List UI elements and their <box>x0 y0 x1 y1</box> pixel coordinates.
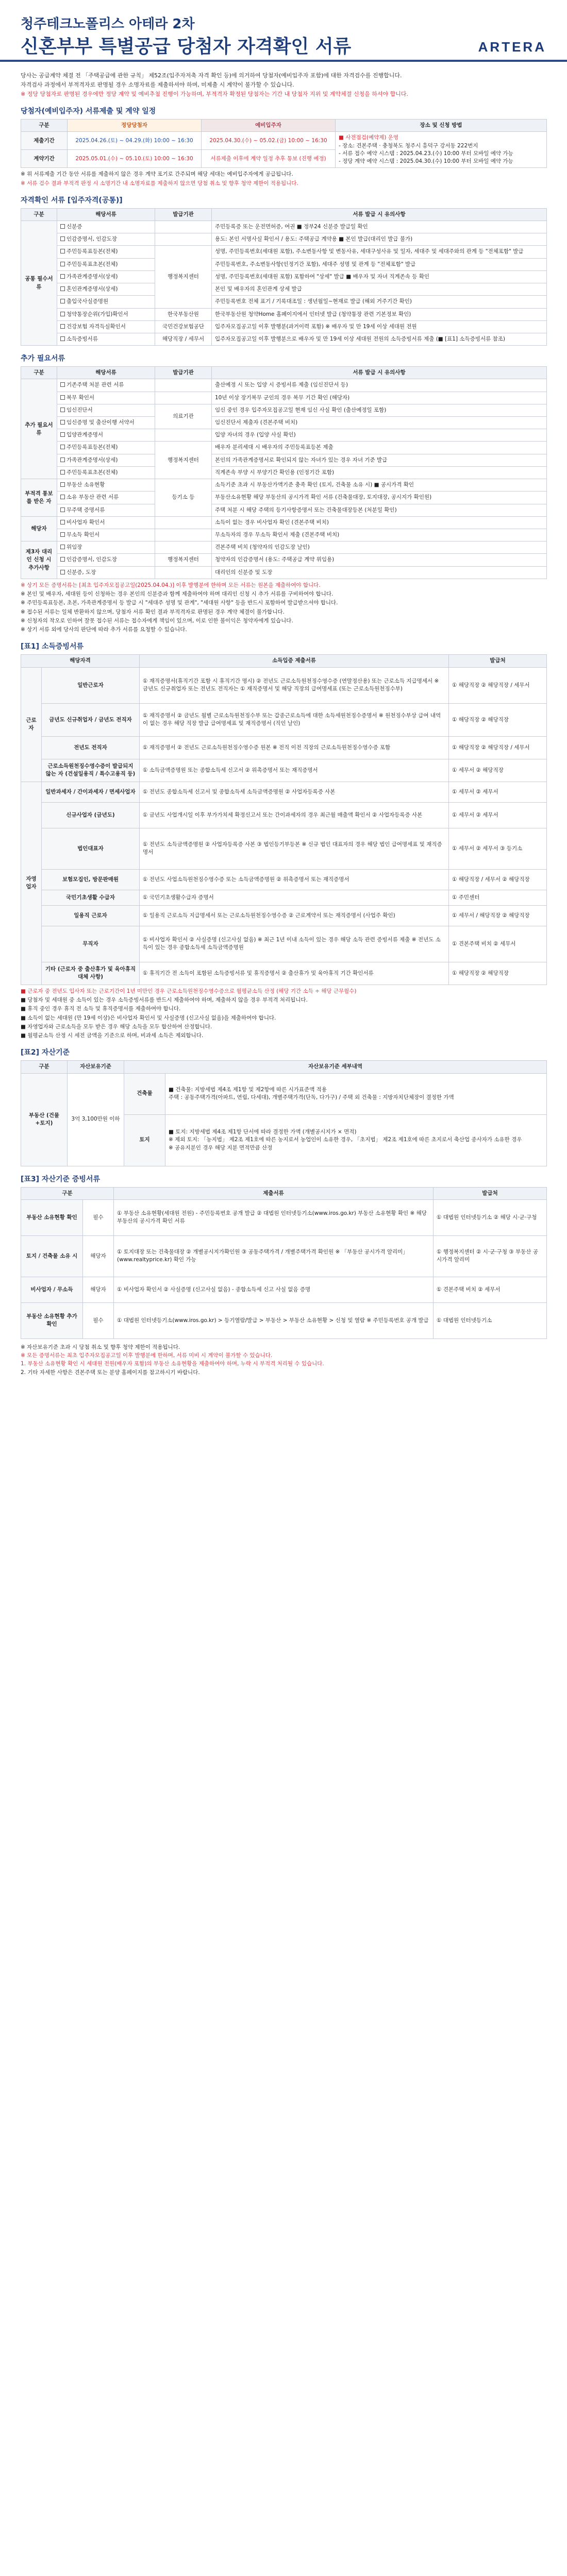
doc-name: 인감증명서, 인감도장 <box>57 554 155 566</box>
table-row <box>21 333 547 345</box>
col-header: 자산보유기준 세부내역 <box>124 1061 547 1073</box>
table-row <box>21 308 547 320</box>
income-docs: ① 국민기초생활수급자 증명서 <box>140 890 449 905</box>
row-label: 계약기간 <box>21 150 68 168</box>
doc-name: 임신증명 및 출산이행 서약서 <box>57 417 155 429</box>
checkbox[interactable] <box>60 520 65 524</box>
table-row <box>21 541 547 554</box>
table-row <box>21 466 547 479</box>
col-header: 정당당첨자 <box>68 120 202 132</box>
group-label: 부적격 통보를 받은 자 <box>21 479 57 517</box>
group-label: 제3자 대리인 신청 시 추가사항 <box>21 541 57 579</box>
note-line: ※ 접수된 서류는 일체 반환하지 않으며, 당첨자 서류 확인 결과 부적격자로 판명된 경우 계약 체결이 불가합니다. <box>21 608 285 615</box>
asset-doc-docs: ① 부동산 소유현황(세대원 전원) - 주민등록번호 공개 발급 ② 대법원 인터넷등기소(www.iros.go.kr) 부동산 소유현황 확인 ※ 해당 부동산의 공시가격 확인 서류 <box>114 1199 433 1235</box>
checkbox[interactable] <box>60 224 65 229</box>
note-line: ※ 신청자의 착오로 인하여 잘못 접수된 서류는 접수자에게 책임이 있으며, 이로 인한 불이익은 청약자에게 있습니다. <box>21 617 293 624</box>
checkbox[interactable] <box>60 570 65 574</box>
reserve-submit-period: 2025.04.30.(수) ~ 05.02.(금) 10:00 ~ 16:30 <box>202 132 336 150</box>
table-row <box>21 962 547 985</box>
table-row <box>21 1302 547 1338</box>
doc-note: 한국부동산원 청약Home 홈페이지에서 인터넷 발급 (청약통장 관련 기본정보 확인) <box>212 308 547 320</box>
income-docs: ① 일용직 근로소득 지급명세서 또는 근로소득원천징수영수증 ② 근로계약서 또는 재직증명서 (사업주 확인) <box>140 905 449 926</box>
table-row <box>21 429 547 442</box>
doc-note: 견본주택 비치 (청약자의 인감도장 날인) <box>212 541 547 554</box>
footer-line: 2. 기타 자세한 사항은 견본주택 또는 분양 홈페이지를 참고하시기 바랍니다. <box>21 1369 200 1376</box>
checkbox[interactable] <box>60 286 65 291</box>
doc-note: 주민등록번호 전체 표기 / 기록대조일 : 생년월일~현재로 발급 (해외 거주기간 확인) <box>212 296 547 308</box>
asset-detail <box>165 1073 547 1114</box>
row-label: 제출기간 <box>21 132 68 150</box>
table-row <box>21 454 547 466</box>
table-row <box>21 703 547 736</box>
issuer <box>155 379 212 392</box>
income-qual: 전년도 전직자 <box>42 736 140 759</box>
page-title: 신혼부부 특별공급 당첨자 자격확인 서류 <box>21 36 352 57</box>
table-row <box>21 442 547 454</box>
asset-label: 부동산 (건물+토지) <box>21 1073 68 1166</box>
table-row <box>21 1199 547 1235</box>
income-issuer: ① 해당직장 ② 해당직장 / 세무서 <box>449 736 547 759</box>
doc-name: 주민등록표초본(전체) <box>57 466 155 479</box>
doc-note: 주민등록증 또는 운전면허증, 여권 ■ 정부24 신분증 발급일 확인 <box>212 221 547 233</box>
group-label: 추가 필요서류 <box>21 379 57 479</box>
col-header: 발급기관 <box>155 367 212 379</box>
doc-note: 본인의 가족관계증명서로 확인되지 않는 자녀가 있는 경우 자녀 기준 발급 <box>212 454 547 466</box>
income-qual: 보험모집인, 방문판매원 <box>42 869 140 890</box>
doc-name: 부동산 소유현황 <box>57 479 155 492</box>
header-subtitle: 청주테크노폴리스 아테라 2차 <box>21 16 195 32</box>
note-line: ※ 본인 및 배우자, 세대원 등이 신청하는 경우 본인의 신분증과 함께 제출하여야 하며 대리인 신청 시 추가 서류를 구비하여야 합니다. <box>21 591 333 598</box>
table-row <box>21 1277 547 1302</box>
income-qual: 금년도 신규취업자 / 금년도 전직자 <box>42 703 140 736</box>
col-header: 발급처 <box>433 1187 547 1199</box>
checkbox[interactable] <box>60 236 65 241</box>
footer-notes <box>21 1343 546 1377</box>
income-issuer: ① 해당직장 ② 해당직장 <box>449 703 547 736</box>
asset-sub-label: 토지 <box>124 1114 165 1166</box>
table-row <box>21 233 547 246</box>
table-row <box>21 504 547 516</box>
doc-note: 출산예정 시 또는 입양 시 증빙서류 제출 (임신진단서 등) <box>212 379 547 392</box>
asset-doc-docs: ① 비사업자 확인서 ② 사실증명 (신고사실 없음) - 종합소득세 신고 사실 없음 증명 <box>114 1277 433 1302</box>
place-line: - 장소: 견본주택 · 충청북도 청주시 흥덕구 강서동 222번지 <box>339 142 478 149</box>
income-docs: ① 전년도 사업소득원천징수영수증 또는 소득금액증명원 ② 위촉증명서 또는 재직증명서 <box>140 869 449 890</box>
table-row <box>21 492 547 504</box>
income-qual: 일반근로자 <box>42 667 140 703</box>
col-header: 소득입증 제출서류 <box>140 655 449 667</box>
income-issuer: ① 세무서 ② 세무서 ③ 등기소 <box>449 828 547 869</box>
note-line: ■ 월평균소득 산정 시 세전 금액을 기준으로 하며, 비과세 소득은 제외합니다. <box>21 1032 204 1039</box>
issuer: 해당직장 / 세무서 <box>155 333 212 345</box>
table-row <box>21 258 547 270</box>
col-header: 해당자격 <box>21 655 140 667</box>
table-row <box>21 379 547 392</box>
note-line: ■ 휴직 중인 경우 휴직 전 소득 및 휴직증명서를 제출하여야 합니다. <box>21 1006 181 1012</box>
doc-name: 주민등록표등본(전체) <box>57 442 155 454</box>
asset-line: ※ 제외 토지: 「농지법」 제2조 제1호에 따른 농지로서 농업인이 소유한 경우, 「초지법」 제2조 제1호에 따른 초지로서 축산업 종사자가 소유한 경우 <box>169 1137 522 1143</box>
table-row <box>21 869 547 890</box>
note-line: ■ 소득이 없는 세대원 (만 19세 이상)은 비사업자 확인서 및 사실증명 (신고사실 없음)을 제출하여야 합니다. <box>21 1014 276 1021</box>
schedule-title: 당첨자(예비입주자) 서류제출 및 계약 일정 <box>21 107 156 116</box>
issuer: 한국부동산원 <box>155 308 212 320</box>
issuer: 행정복지센터 <box>155 246 212 308</box>
main-submit-period: 2025.04.26.(토) ~ 04.29.(화) 10:00 ~ 16:30 <box>68 132 202 150</box>
income-issuer: ① 세무서 / 해당직장 ② 해당직장 <box>449 905 547 926</box>
main-contract-period: 2025.05.01.(수) ~ 05.10.(토) 10:00 ~ 16:30 <box>68 150 202 168</box>
place-line: - 정당 계약 예약 시스템 : 2025.04.30.(수) 10:00 부터 모바일 예약 가능 <box>339 158 513 165</box>
asset-doc-org: ① 행정복지센터 ② 시·군·구청 ③ 부동산 공시가격 알리미 <box>433 1235 547 1277</box>
additional-notes <box>21 581 546 634</box>
doc-name: 무주택 증명서류 <box>57 504 155 516</box>
income-docs: ① 재직증명서 ② 전년도 근로소득원천징수영수증 원본 ※ 전직 이전 직장의 근로소득원천징수영수증 포함 <box>140 736 449 759</box>
doc-note: 배우자 분리세대 시 배우자의 주민등록표등본 제출 <box>212 442 547 454</box>
table-header-row <box>21 367 547 379</box>
doc-name: 소득증빙서류 <box>57 333 155 345</box>
doc-name: 청약통장순위(가입)확인서 <box>57 308 155 320</box>
asset-line: ■ 토지: 지방세법 제4조 제1항 단서에 따라 결정한 가액 (개별공시지가 × 면적) <box>169 1129 357 1136</box>
issuer <box>155 541 212 554</box>
doc-name: 혼인관계증명서(상세) <box>57 283 155 296</box>
reserve-contract-period: 서류제출 이후에 계약 일정 추후 통보 (진행 예정) <box>202 150 336 168</box>
issuer: 행정복지센터 <box>155 554 212 566</box>
checkbox[interactable] <box>60 432 65 437</box>
checkbox[interactable] <box>60 312 65 316</box>
asset-doc-org: ① 대법원 인터넷등기소 <box>433 1302 547 1338</box>
issuer <box>155 566 212 579</box>
table-header-row <box>21 1187 547 1199</box>
checkbox[interactable] <box>60 324 65 329</box>
group-label: 근로자 <box>21 667 42 782</box>
col-header: 발급처 <box>449 655 547 667</box>
income-docs: ① 소득금액증명원 또는 종합소득세 신고서 ② 위촉증명서 또는 재직증명서 <box>140 759 449 782</box>
income-qual: 일반과세자 / 간이과세자 / 면세사업자 <box>42 782 140 802</box>
table-row <box>21 759 547 782</box>
checkbox[interactable] <box>60 395 65 400</box>
footer-line: 1. 부동산 소유현황 확인 시 세대원 전원(배우자 포함)의 부동산 소유현황을 제출하여야 하며, 누락 시 부적격 처리될 수 있습니다. <box>21 1361 324 1367</box>
income-docs: ① 비사업자 확인서 ② 사실증명 (신고사실 없음) ※ 최근 1년 이내 소득이 있는 경우 해당 소득 관련 증빙서류 제출 ※ 전년도 소득이 있는 경우 종합소득세 소득금액증명원 <box>140 926 449 962</box>
note-line: ■ 자영업자와 근로소득을 모두 받은 경우 해당 소득을 모두 합산하여 산정합니다. <box>21 1023 212 1030</box>
table-row <box>21 566 547 579</box>
doc-name: 복무 확인서 <box>57 392 155 404</box>
col-header: 제출서류 <box>114 1187 433 1199</box>
col-header: 예비입주자 <box>202 120 336 132</box>
schedule-notes <box>21 170 546 188</box>
asset-detail <box>165 1114 547 1166</box>
col-header: 구분 <box>21 208 57 221</box>
income-docs: ① 전년도 소득금액증명원 ② 사업자등록증 사본 ③ 법인등기부등본 ※ 신규 법인 대표자의 경우 해당 법인 급여명세표 및 재직증명서 <box>140 828 449 869</box>
asset-docs-table <box>21 1187 547 1339</box>
table-row <box>21 736 547 759</box>
doc-note: 소득기준 초과 시 부동산가액기준 충족 확인 (토지, 건축물 소유 시) ■ 공시가격 확인 <box>212 479 547 492</box>
col-header: 구분 <box>21 120 68 132</box>
table-row <box>21 926 547 962</box>
income-issuer: ① 해당직장 ② 해당직장 / 세무서 <box>449 667 547 703</box>
doc-name: 소유 부동산 관련 서류 <box>57 492 155 504</box>
table-row <box>21 802 547 828</box>
asset-doc-need: 해당자 <box>83 1235 114 1277</box>
asset-table <box>21 1060 547 1166</box>
income-qual: 국민기초생활 수급자 <box>42 890 140 905</box>
income-qual: 기타 (근로자 중 출산휴가 및 육아휴직 대체 사항) <box>42 962 140 985</box>
issuer: 행정복지센터 <box>155 442 212 479</box>
asset-docs-title: [표3] 자산기준 증빙서류 <box>21 1175 101 1183</box>
schedule-table <box>21 119 547 168</box>
doc-note: 성명, 주민등록번호(세대원 포함), 주소변동사항 및 변동사유, 세대구성사유 및 일자, 세대주 및 세대주와의 관계 등 "전체포함" 발급 <box>212 246 547 258</box>
checkbox[interactable] <box>60 457 65 462</box>
checkbox[interactable] <box>60 445 65 449</box>
note-line: ※ 서류 검수 결과 부적격 판정 시 소명기간 내 소명자료를 제출하지 않으면 당첨 취소 및 향후 청약 제한이 적용됩니다. <box>21 180 298 187</box>
asset-doc-need: 필수 <box>83 1302 114 1338</box>
doc-name: 입양관계증명서 <box>57 429 155 442</box>
table-header-row <box>21 655 547 667</box>
table-row <box>21 392 547 404</box>
income-docs: ① 재직증명서 ② 금년도 월별 근로소득원천징수부 또는 갑종근로소득에 대한 소득세원천징수증명서 ※ 원천징수부상 급여 내역이 없는 경우 해당 직장 발급 급여명세표 및 재직증명서 (직인 날인) <box>140 703 449 736</box>
doc-name: 임신진단서 <box>57 404 155 416</box>
doc-name: 위임장 <box>57 541 155 554</box>
checkbox[interactable] <box>60 336 65 341</box>
asset-sub-label: 건축물 <box>124 1073 165 1114</box>
income-issuer: ① 해당직장 / 세무서 ② 해당직장 <box>449 869 547 890</box>
income-docs: ① 재직증명서(휴직기간 포함 시 휴직기간 명시) ② 전년도 근로소득원천징수영수증 (연말정산용) 또는 근로소득 지급명세서 ※ 금년도 신규취업자 또는 전년도 전직자는 ① 재직증명서 및 해당 직장의 급여명세표 (또는 근로소득원천징수부) <box>140 667 449 703</box>
doc-note: 주택 처분 시 해당 주택의 등기사항증명서 또는 건축물대장등본 (처분일 확인) <box>212 504 547 516</box>
table-row <box>21 667 547 703</box>
income-qual: 법인대표자 <box>42 828 140 869</box>
doc-name: 주민등록표등본(전체) <box>57 246 155 258</box>
doc-note: 직계존속 부양 시 부양기간 확인용 (인정기간 포함) <box>212 466 547 479</box>
additional-docs-title: 추가 필요서류 <box>21 354 65 363</box>
asset-doc-need: 필수 <box>83 1199 114 1235</box>
doc-note: 주민등록번호, 주소변동사항(인정기간 포함), 세대주 성명 및 관계 등 "전체포함" 발급 <box>212 258 547 270</box>
income-docs: ① 휴직기간 전 소득이 포함된 소득증빙서류 및 휴직증명서 ② 출산휴가 및 육아휴직 기간 확인서류 <box>140 962 449 985</box>
table-row <box>21 1073 547 1114</box>
brand-logo: ARTERA <box>478 39 546 55</box>
asset-limit: 3억 3,100만원 이하 <box>68 1073 124 1166</box>
footer-line: ※ 자산보유기준 초과 시 당첨 취소 및 향후 청약 제한이 적용됩니다. <box>21 1344 180 1350</box>
doc-name: 가족관계증명서(상세) <box>57 454 155 466</box>
table-row <box>21 246 547 258</box>
income-issuer: ① 견본주택 비치 ② 세무서 <box>449 926 547 962</box>
col-header: 장소 및 신청 방법 <box>336 120 547 132</box>
income-docs: ① 전년도 종합소득세 신고서 및 종합소득세 소득금액증명원 ② 사업자등록증 사본 <box>140 782 449 802</box>
table-row <box>21 828 547 869</box>
asset-doc-docs: ① 대법원 인터넷등기소(www.iros.go.kr) > 등기열람/발급 > 부동산 > 부동산 소유현황 > 신청 및 열람 ※ 주민등록번호 공개 발급 <box>114 1302 433 1338</box>
footer-line: ※ 모든 증명서류는 최초 입주자모집공고일 이후 발행분에 한하며, 서류 미비 시 계약이 불가할 수 있습니다. <box>21 1352 273 1359</box>
asset-doc-label: 부동산 소유현황 확인 <box>21 1199 83 1235</box>
table-header-row <box>21 208 547 221</box>
income-qual: 일용직 근로자 <box>42 905 140 926</box>
col-header: 서류 발급 시 유의사항 <box>212 367 547 379</box>
checkbox[interactable] <box>60 482 65 487</box>
intro <box>21 71 546 98</box>
asset-doc-need: 해당자 <box>83 1277 114 1302</box>
table-row <box>21 296 547 308</box>
note-line: ※ 상기 모든 증명서류는 [최초 입주자모집공고일(2025.04.04.)] 이후 발행분에 한하며 모든 서류는 원본을 제출하여야 합니다. <box>21 582 321 588</box>
note-line: ■ 근로자 중 전년도 입사자 또는 근로기간이 1년 미만인 경우 근로소득원천징수영수증으로 월평균소득 산정 (해당 기간 소득 ÷ 해당 근무월수) <box>21 988 357 994</box>
income-issuer: ① 해당직장 ② 해당직장 <box>449 962 547 985</box>
doc-note: 부동산소유현황 해당 부동산의 공시가격 확인 서류 (건축물대장, 토지대장, 공시지가 확인원) <box>212 492 547 504</box>
checkbox[interactable] <box>60 249 65 253</box>
table-row <box>21 132 547 150</box>
table-row <box>21 479 547 492</box>
issuer <box>155 516 212 529</box>
issuer: 의료기관 <box>155 404 212 429</box>
doc-note: 입주자모집공고일 이후 발행분(과거이력 포함) ※ 배우자 및 만 19세 이상 세대원 전원 <box>212 320 547 333</box>
doc-note: 입양 자녀의 경우 (입양 사실 확인) <box>212 429 547 442</box>
group-label: 공통 필수서류 <box>21 221 57 345</box>
note-line: ■ 당첨자 및 세대원 중 소득이 있는 경우 소득증빙서류를 반드시 제출하여야 하며, 제출하지 않을 경우 부적격 처리됩니다. <box>21 996 308 1003</box>
income-docs-title: [표1] 소득증빙서류 <box>21 642 84 651</box>
income-docs: ① 금년도 사업개시일 이후 부가가치세 확정신고서 또는 간이과세자의 경우 최근월 매출액 확인서 ② 사업자등록증 사본 <box>140 802 449 828</box>
checkbox[interactable] <box>60 420 65 425</box>
common-docs-title: 자격확인 서류 [입주자격(공통)] <box>21 196 123 205</box>
asset-title: [표2] 자산기준 <box>21 1048 70 1057</box>
col-header: 구분 <box>21 1187 114 1199</box>
doc-name: 신분증 <box>57 221 155 233</box>
table-row <box>21 320 547 333</box>
table-header-row <box>21 1061 547 1073</box>
col-header: 해당서류 <box>57 208 155 221</box>
table-row <box>21 529 547 541</box>
doc-note: 용도: 본인 서명사실 확인서 / 용도: 주택공급 계약용 ■ 본인 발급(대리인 발급 불가) <box>212 233 547 246</box>
col-header: 구분 <box>21 1061 68 1073</box>
doc-note: 소득이 없는 경우 비사업자 확인 (견본주택 비치) <box>212 516 547 529</box>
doc-name: 비사업자 확인서 <box>57 516 155 529</box>
checkbox[interactable] <box>60 408 65 412</box>
note-line: ※ 위 서류제출 기간 동안 서류를 제출하지 않은 경우 계약 포기로 간주되며 해당 세대는 예비입주자에게 공급됩니다. <box>21 171 293 178</box>
place-line: ■ 사전점검(예약제) 운영 <box>339 134 399 141</box>
doc-note: 10년 이상 장기복무 군인의 경우 복무 기간 확인 (해당자) <box>212 392 547 404</box>
income-issuer: ① 세무서 ② 세무서 <box>449 802 547 828</box>
income-issuer: ① 세무서 ② 해당직장 <box>449 759 547 782</box>
doc-name: 인감증명서, 인감도장 <box>57 233 155 246</box>
doc-note: 입주자모집공고일 이후 발행분으로 배우자 및 만 19세 이상 세대원 전원의 소득증빙서류 제출 (■ [표1] 소득증빙서류 참조) <box>212 333 547 345</box>
doc-name: 주민등록표초본(전체) <box>57 258 155 270</box>
checkbox[interactable] <box>60 274 65 279</box>
checkbox[interactable] <box>60 382 65 387</box>
checkbox[interactable] <box>60 532 65 537</box>
asset-line: ■ 건축물: 지방세법 제4조 제1항 및 제2항에 따른 시가표준액 적용 <box>169 1086 327 1093</box>
doc-name: 기존주택 처분 관련 서류 <box>57 379 155 392</box>
doc-name: 신분증, 도장 <box>57 566 155 579</box>
table-row <box>21 554 547 566</box>
doc-name: 무소득 확인서 <box>57 529 155 541</box>
group-label: 해당자 <box>21 516 57 541</box>
doc-name: 출입국사실증명원 <box>57 296 155 308</box>
issuer: 국민건강보험공단 <box>155 320 212 333</box>
doc-note: 성명, 주민등록번호(세대원 포함) 포함하여 "상세" 발급 ■ 배우자 및 자녀 직계존속 등 확인 <box>212 270 547 283</box>
place-info <box>336 132 547 168</box>
doc-note: 본인 및 배우자의 혼인관계 상세 발급 <box>212 283 547 296</box>
common-docs-table <box>21 208 547 346</box>
table-row <box>21 516 547 529</box>
income-qual: 무직자 <box>42 926 140 962</box>
income-notes <box>21 987 546 1040</box>
doc-note: 대리인의 신분증 및 도장 <box>212 566 547 579</box>
intro-line: 자격검사 과정에서 부적격자로 판명될 경우 소명자료를 제출하셔야 하며, 미제출 시 계약이 불가할 수 있습니다. <box>21 81 294 89</box>
checkbox[interactable] <box>60 507 65 512</box>
table-header-row <box>21 120 547 132</box>
note-line: ※ 주민등록표등본, 초본, 가족관계증명서 등 발급 시 "세대주 성명 및 관계", "세대원 사항" 등을 반드시 포함하여 발급받으셔야 합니다. <box>21 600 338 606</box>
intro-line: ※ 정당 당첨자로 판명된 경우에만 정당 계약 및 예비추첨 진행이 가능하며, 부적격자 확정된 당첨자는 기간 내 당첨자 지위 및 계약체결 신청을 하셔야 합니다. <box>21 91 408 98</box>
intro-line: 당사는 공급계약 체결 전 「주택공급에 관한 규칙」 제52조(입주자저축 자격 확인 등)에 의거하여 당첨자(예비입주자 포함)에 대한 자격검수를 진행합니다. <box>21 72 402 79</box>
doc-name: 건강보험 자격득실확인서 <box>57 320 155 333</box>
asset-doc-docs: ① 토지대장 또는 건축물대장 ② 개별공시지가확인원 ③ 공동주택가격 / 개별주택가격 확인원 ※ 「부동산 공시가격 알리미」(www.realtyprice.kr) 확인 가능 <box>114 1235 433 1277</box>
doc-note: 임신진단서 제출자 (견본주택 비치) <box>212 417 547 429</box>
income-docs-table <box>21 654 547 985</box>
additional-docs-table <box>21 366 547 579</box>
income-qual: 신규사업자 (금년도) <box>42 802 140 828</box>
group-label: 자영업자 <box>21 782 42 985</box>
checkbox[interactable] <box>60 495 65 499</box>
table-row <box>21 1235 547 1277</box>
issuer <box>155 233 212 246</box>
note-line: ※ 상기 서류 외에 당사의 판단에 따라 추가 서류를 요청할 수 있습니다. <box>21 626 187 633</box>
asset-line: 주택 : 공동주택가격(아파트, 연립, 다세대), 개별주택가격(단독, 다가구) / 주택 외 건축물 : 지방자치단체장이 결정한 가액 <box>169 1094 454 1101</box>
income-issuer: ① 주민센터 <box>449 890 547 905</box>
asset-doc-label: 토지 / 건축물 소유 시 <box>21 1235 83 1277</box>
income-issuer: ① 세무서 ② 세무서 <box>449 782 547 802</box>
checkbox[interactable] <box>60 470 65 474</box>
issuer <box>155 221 212 233</box>
asset-doc-label: 부동산 소유현황 추가확인 <box>21 1302 83 1338</box>
asset-doc-label: 비사업자 / 무소득 <box>21 1277 83 1302</box>
doc-note: 무소득자의 경우 무소득 확인서 제출 (견본주택 비치) <box>212 529 547 541</box>
col-header: 서류 발급 시 유의사항 <box>212 208 547 221</box>
issuer <box>155 392 212 404</box>
checkbox[interactable] <box>60 557 65 562</box>
checkbox[interactable] <box>60 545 65 549</box>
table-row <box>21 417 547 429</box>
doc-note: 임신 중인 경우 입주자모집공고일 현재 임신 사실 확인 (출산예정일 포함) <box>212 404 547 416</box>
col-header: 발급기관 <box>155 208 212 221</box>
issuer <box>155 529 212 541</box>
table-row <box>21 905 547 926</box>
doc-note: 청약자의 인감증명서 (용도: 주택공급 계약 위임용) <box>212 554 547 566</box>
table-row <box>21 283 547 296</box>
col-header: 자산보유기준 <box>68 1061 124 1073</box>
table-row <box>21 221 547 233</box>
header <box>0 0 567 62</box>
issuer <box>155 429 212 442</box>
asset-doc-org: ① 대법원 인터넷등기소 ② 해당 시·군·구청 <box>433 1199 547 1235</box>
place-line: - 서류 접수 예약 시스템 : 2025.04.23.(수) 10:00 부터 모바일 예약 가능 <box>339 150 513 157</box>
table-row <box>21 782 547 802</box>
asset-line: ※ 공유지분인 경우 해당 지분 면적만큼 산정 <box>169 1144 273 1151</box>
checkbox[interactable] <box>60 262 65 266</box>
income-qual: 근로소득원천징수영수증이 발급되지 않는 자 (건설일용직 / 특수고용직 등) <box>42 759 140 782</box>
asset-doc-org: ① 견본주택 비치 ② 세무서 <box>433 1277 547 1302</box>
checkbox[interactable] <box>60 299 65 303</box>
issuer: 등기소 등 <box>155 479 212 517</box>
col-header: 구분 <box>21 367 57 379</box>
table-row <box>21 404 547 416</box>
doc-name: 가족관계증명서(상세) <box>57 270 155 283</box>
col-header: 해당서류 <box>57 367 155 379</box>
table-row <box>21 890 547 905</box>
table-row <box>21 270 547 283</box>
